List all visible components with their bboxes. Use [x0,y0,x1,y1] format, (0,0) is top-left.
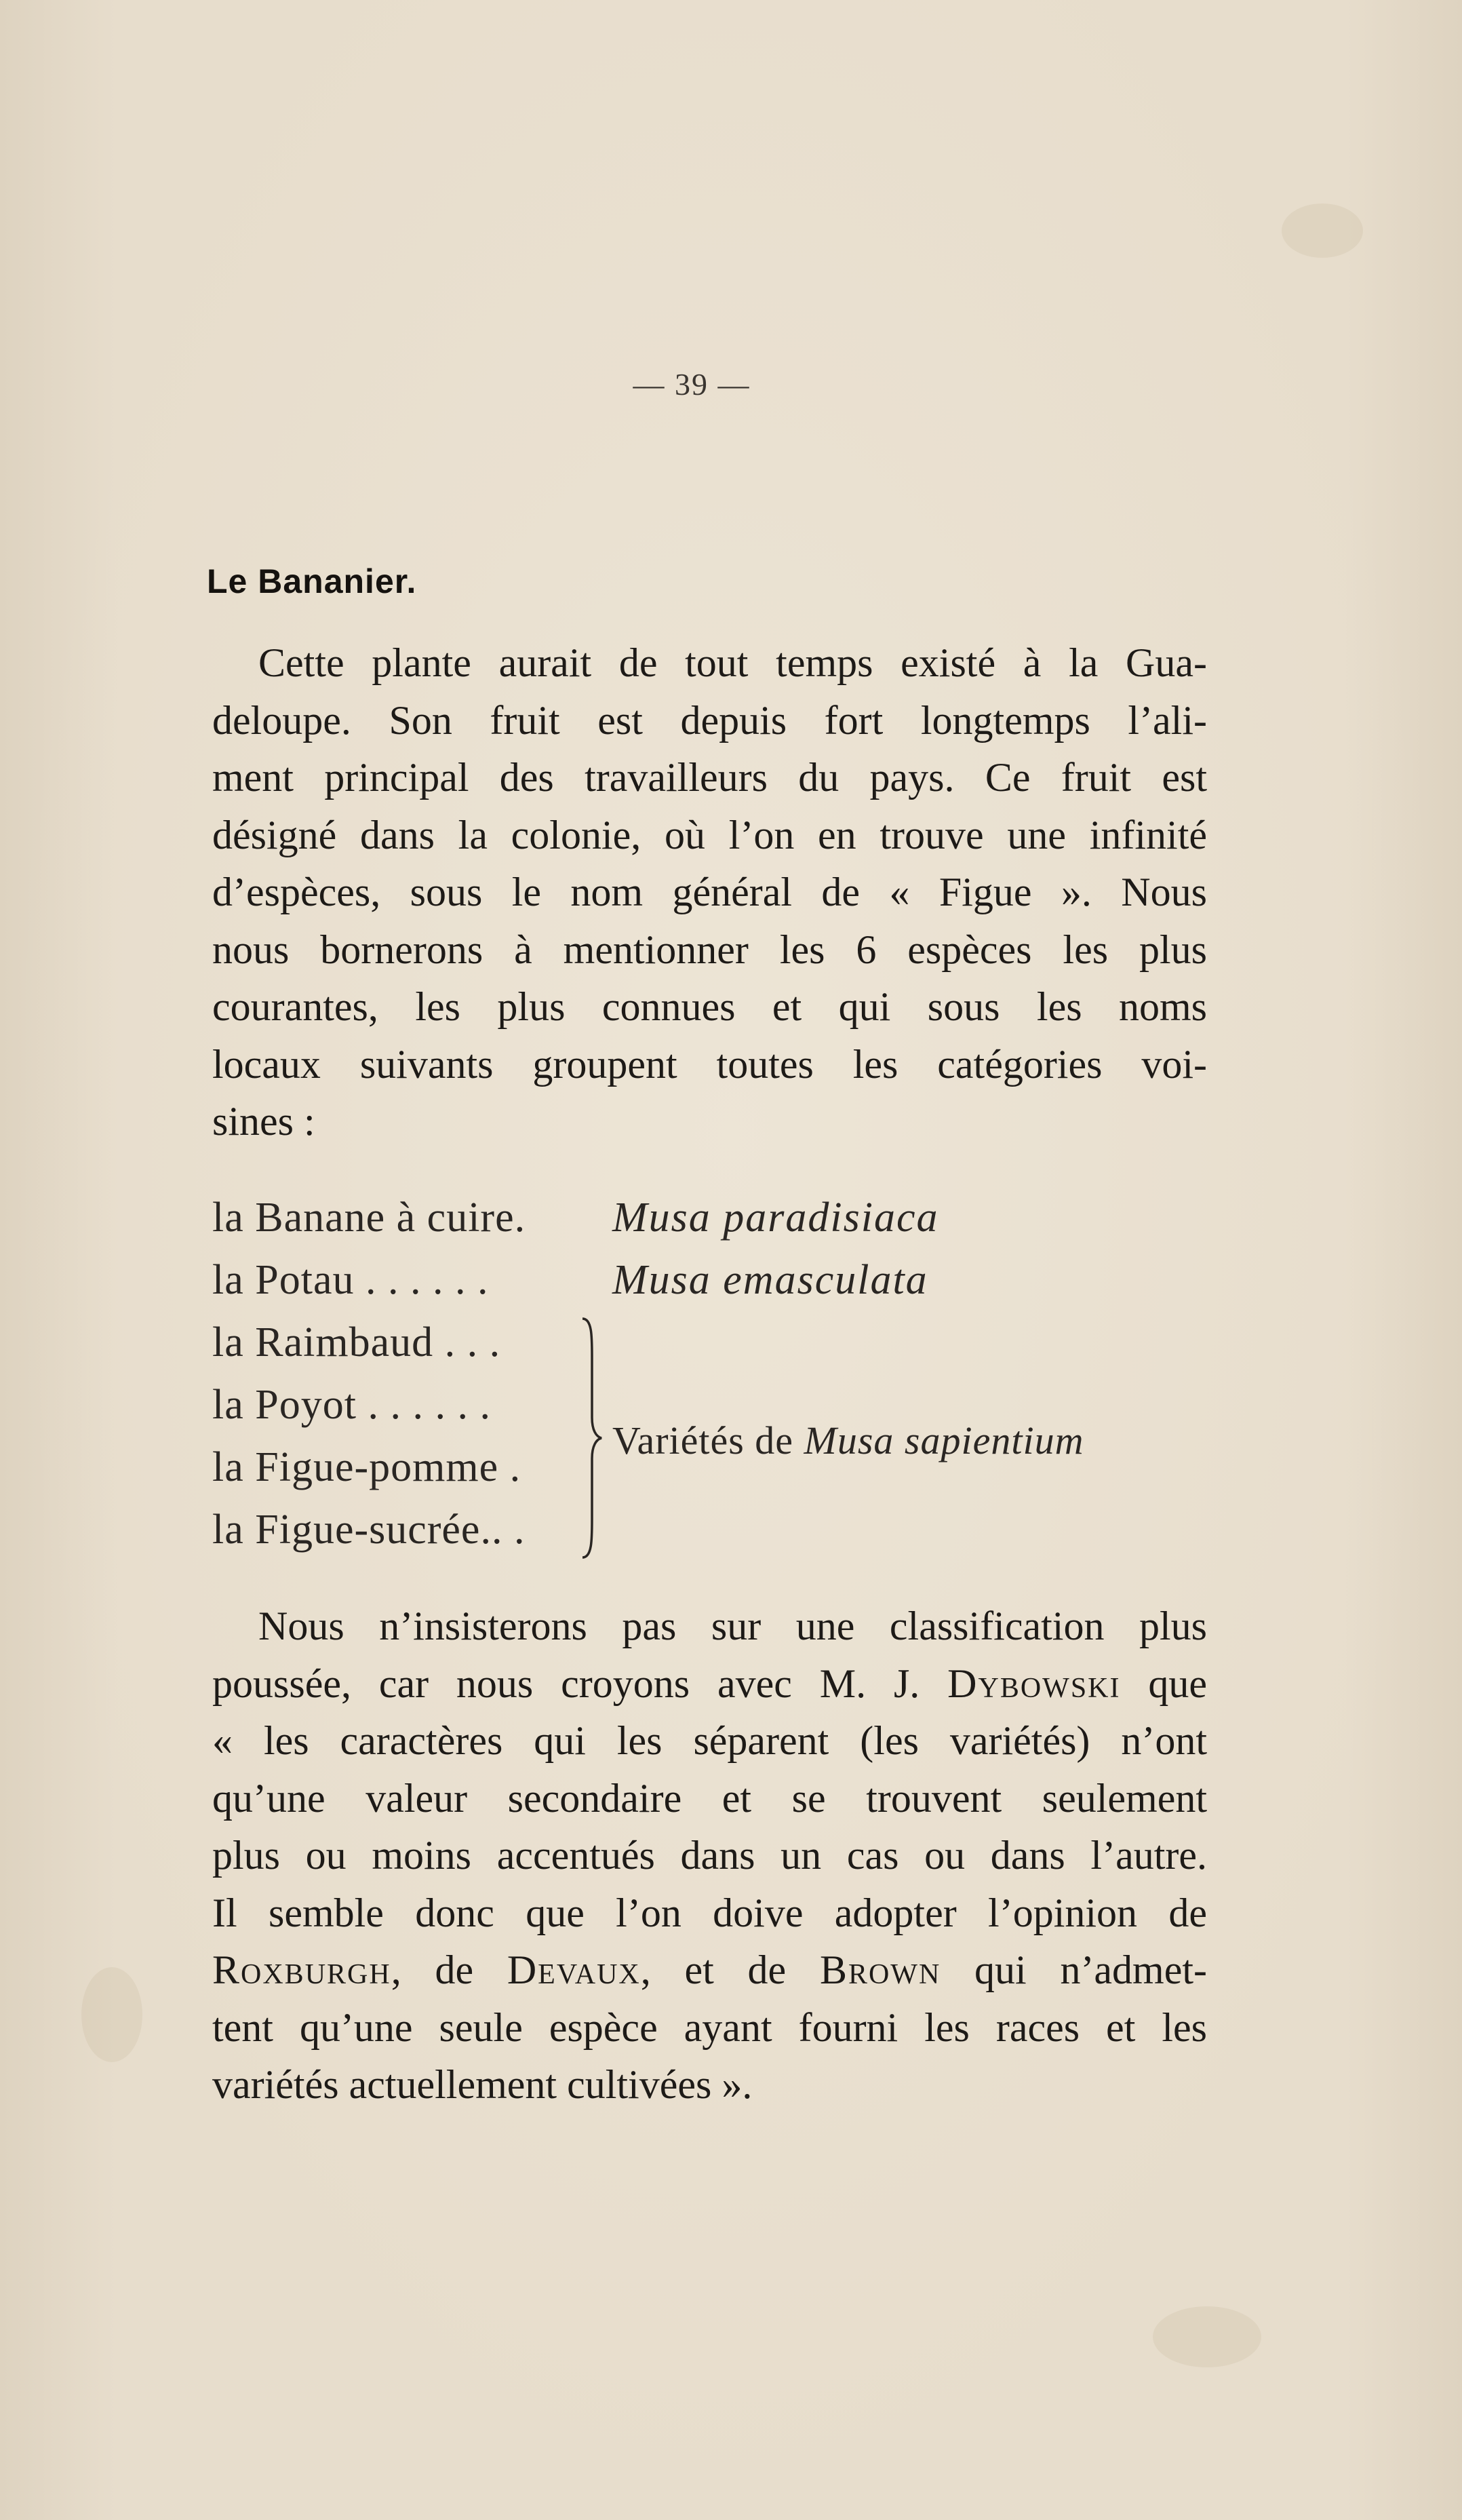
paragraph-line: courantes, les plus connues et qui sous les noms [212,984,1207,1029]
species-common-name: la Figue-sucrée.. . [212,1507,526,1553]
paragraph-line: d’espèces, sous le nom général de « Figue ». Nous [212,870,1207,914]
paragraph-line: « les caractères qui les séparent (les variétés) n’ont [212,1718,1207,1763]
paragraph-line: Il semble donc que l’on doive adopter l’opinion de [212,1890,1207,1935]
author-name: Brown [819,1947,941,1992]
author-name: Roxburgh [212,1947,391,1992]
paragraph-line: tent qu’une seule espèce ayant fourni les races et les [212,2004,1207,2050]
paragraph-line: deloupe. Son fruit est depuis fort longtemps l’ali- [212,697,1207,743]
varieties-label [612,1418,1084,1463]
paragraph-line: ment principal des travailleurs du pays. Ce fruit est [212,755,1207,800]
paragraph-intro [212,634,1207,1150]
species-common-name: la Poyot . . . . . . [212,1382,491,1428]
text-run: , de [391,1947,507,1992]
species-latin-name: Musa emasculata [612,1257,928,1303]
paper-stain [81,1967,142,2062]
paragraph-line: variétés actuellement cultivées ». [212,2062,753,2107]
paragraph-line: sines : [212,1099,315,1144]
author-name: Devaux [507,1947,641,1992]
species-latin-name: Musa paradisiaca [612,1195,939,1241]
species-common-name: la Potau . . . . . . [212,1257,489,1303]
paragraph-conclusion [212,1597,1207,2114]
section-heading: Le Bananier. [207,562,417,600]
paragraph-line [212,1941,1207,1999]
paper-stain [1153,2306,1261,2367]
species-common-name: la Figue-pomme . [212,1444,521,1490]
text-run: qui n’admet- [941,1947,1208,1992]
paragraph-line: désigné dans la colonie, où l’on en trouve une infinité [212,812,1207,857]
page-number: — 39 — [633,367,751,402]
species-common-name: la Raimbaud . . . [212,1319,501,1365]
paragraph-line: Nous n’insisterons pas sur une classification plus [258,1604,1207,1648]
paragraph-line: nous bornerons à mentionner les 6 espèces les plus [212,927,1207,972]
varieties-prefix: Variétés de [612,1418,794,1462]
author-name: Dybowski [947,1661,1121,1706]
curly-brace-icon [578,1316,606,1560]
paragraph-line: qu’une valeur secondaire et se trouvent seulement [212,1775,1207,1821]
text-run: poussée, car nous croyons avec M. J. [212,1661,948,1706]
varieties-latin-name: Musa sapientium [804,1418,1084,1462]
paragraph-line: locaux suivants groupent toutes les catégories voi- [212,1041,1207,1087]
paragraph-line: plus ou moins accentués dans un cas ou dans l’autre. [212,1833,1207,1878]
species-common-name: la Banane à cuire. [212,1195,526,1241]
paragraph-line [212,1655,1207,1713]
paragraph-line: Cette plante aurait de tout temps existé à la Gua- [258,640,1207,685]
text-run: , et de [640,1947,820,1992]
text-run: que [1120,1661,1207,1706]
paper-stain [1282,203,1363,258]
species-list [212,1194,1229,1560]
